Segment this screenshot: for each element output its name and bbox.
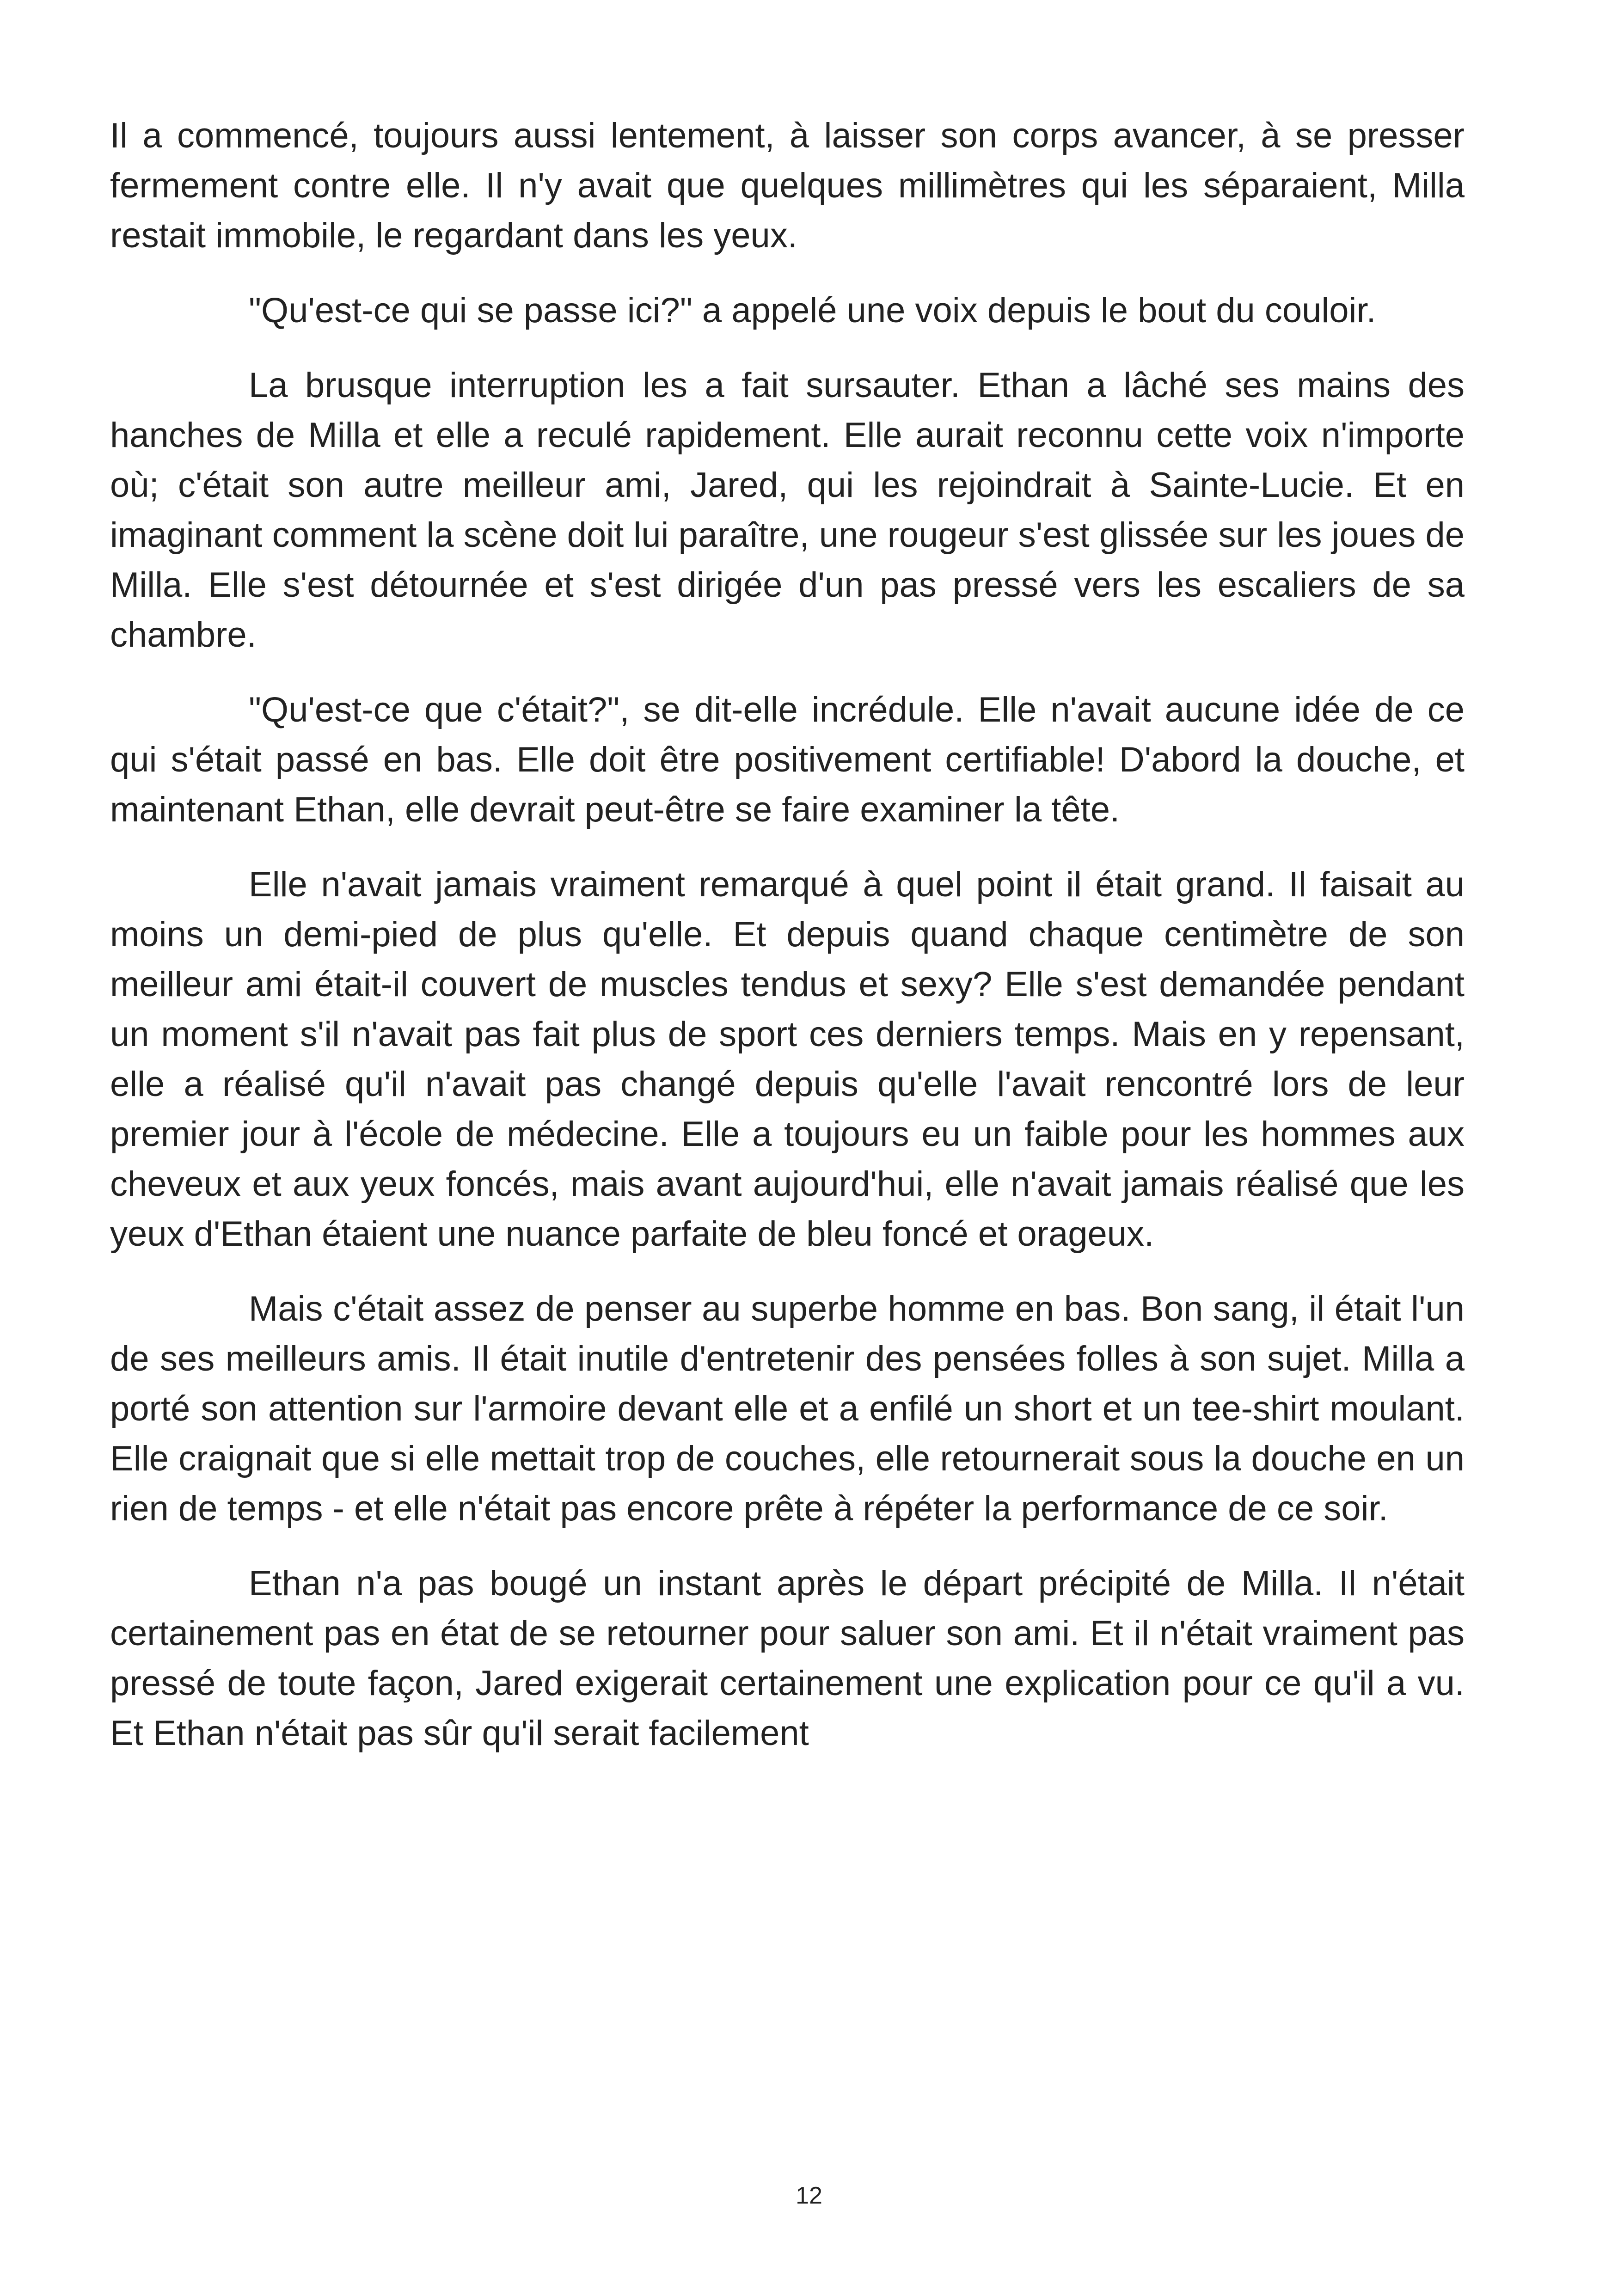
paragraph-5: Elle n'avait jamais vraiment remarqué à quel point il était grand. Il faisait au moins un demi-pied de plus qu'elle. Et depuis quand chaque centimètre de son meilleur ami était-il couvert de muscles tendus et sexy? Elle s'est demandée pendant un moment s'il n'avait pas fait plus de sport ces derniers temps. Mais en y repensant, elle a réalisé qu'il n'avait pas changé depuis qu'elle l'avait rencontré lors de leur premier jour à l'école de médecine. Elle a toujours eu un faible pour les hommes aux cheveux et aux yeux foncés, mais avant aujourd'hui, elle n'avait jamais réalisé que les yeux d'Ethan étaient une nuance parfaite de bleu foncé et orageux. (110, 865, 1465, 1254)
paragraph-1: Il a commencé, toujours aussi lentement, à laisser son corps avancer, à se presser fermement contre elle. Il n'y avait que quelques millimètres qui les séparaient, Milla restait immobile, le regardant dans les yeux. (110, 116, 1465, 255)
paragraph-3: La brusque interruption les a fait sursauter. Ethan a lâché ses mains des hanches de Milla et elle a reculé rapidement. Elle aurait reconnu cette voix n'importe où; c'était son autre meilleur ami, Jared, qui les rejoindrait à Sainte-Lucie. Et en imaginant comment la scène doit lui paraître, une rougeur s'est glissée sur les joues de Milla. Elle s'est détournée et s'est dirigée d'un pas pressé vers les escaliers de sa chambre. (110, 366, 1465, 655)
paragraph-6: Mais c'était assez de penser au superbe homme en bas. Bon sang, il était l'un de ses meilleurs amis. Il était inutile d'entretenir des pensées folles à son sujet. Milla a porté son attention sur l'armoire devant elle et a enfilé un short et un tee-shirt moulant. Elle craignait que si elle mettait trop de couches, elle retournerait sous la douche en un rien de temps - et elle n'était pas encore prête à répéter la performance de ce soir. (110, 1289, 1465, 1528)
body-text (110, 111, 1465, 1783)
page-number: 12 (796, 2182, 822, 2209)
paragraph-4: "Qu'est-ce que c'était?", se dit-elle incrédule. Elle n'avait aucune idée de ce qui s'était passé en bas. Elle doit être positivement certifiable! D'abord la douche, et maintenant Ethan, elle devrait peut-être se faire examiner la tête. (110, 690, 1465, 829)
paragraph-2: "Qu'est-ce qui se passe ici?" a appelé une voix depuis le bout du couloir. (249, 291, 1376, 330)
paragraph-7: Ethan n'a pas bougé un instant après le départ précipité de Milla. Il n'était certainement pas en état de se retourner pour saluer son ami. Et il n'était vraiment pas pressé de toute façon, Jared exigerait certainement une explication pour ce qu'il a vu. Et Ethan n'était pas sûr qu'il serait facilement (110, 1564, 1465, 1753)
